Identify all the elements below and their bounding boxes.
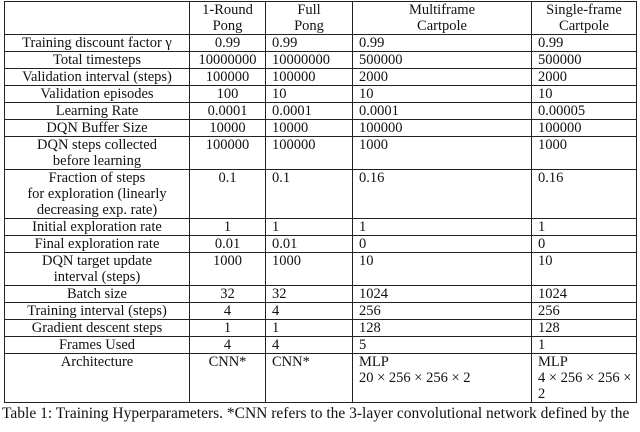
row-label: Validation episodes	[5, 86, 190, 103]
cell-value: 128	[532, 320, 637, 337]
table-row	[5, 120, 637, 137]
cell-value: 1000	[266, 253, 353, 286]
cell-value: 1	[266, 320, 353, 337]
table-caption: Table 1: Training Hyperparameters. *CNN refers to the 3-layer convolutional network defined by the	[2, 405, 630, 422]
cell-value: 32	[190, 286, 266, 303]
cell-value: 256	[532, 303, 637, 320]
cell-value: 1	[190, 320, 266, 337]
table-row	[5, 103, 637, 120]
cell-value: 10000	[266, 120, 353, 137]
cell-value: 10000	[190, 120, 266, 137]
cell-value: 5	[353, 337, 532, 354]
cell-value: 1024	[532, 286, 637, 303]
cell-value: 100000	[190, 69, 266, 86]
cell-value: 2000	[532, 69, 637, 86]
table-row	[5, 219, 637, 236]
table-header-row	[5, 2, 637, 35]
row-label: DQN Buffer Size	[5, 120, 190, 137]
cell-value: 10	[353, 86, 532, 103]
row-label: Fraction of steps for exploration (linearly decreasing exp. rate)	[5, 170, 190, 219]
table-row	[5, 35, 637, 52]
cell-value: 0.0001	[266, 103, 353, 120]
cell-value: 0	[532, 236, 637, 253]
cell-value: 100000	[266, 69, 353, 86]
cell-value: CNN*	[190, 354, 266, 403]
cell-value: 10	[353, 253, 532, 286]
cell-value: 100	[190, 86, 266, 103]
cell-value: 1000	[532, 137, 637, 170]
cell-value: 4	[266, 337, 353, 354]
table-body	[5, 35, 637, 403]
cell-value: CNN*	[266, 354, 353, 403]
row-label: Total timesteps	[5, 52, 190, 69]
table-row	[5, 170, 637, 219]
row-label: Architecture	[5, 354, 190, 403]
cell-value: MLP 4 × 256 × 256 × 2	[532, 354, 637, 403]
cell-value: 100000	[190, 137, 266, 170]
cell-value: 0.99	[266, 35, 353, 52]
cell-value: 4	[266, 303, 353, 320]
row-label: Learning Rate	[5, 103, 190, 120]
table-row	[5, 354, 637, 403]
cell-value: 0.16	[353, 170, 532, 219]
cell-value: 0.01	[190, 236, 266, 253]
cell-value: 1000	[353, 137, 532, 170]
row-label: Training discount factor γ	[5, 35, 190, 52]
cell-value: 1	[353, 219, 532, 236]
cell-value: 500000	[532, 52, 637, 69]
cell-value: 500000	[353, 52, 532, 69]
cell-value: 0.00005	[532, 103, 637, 120]
cell-value: 10	[266, 86, 353, 103]
cell-value: 128	[353, 320, 532, 337]
table-row	[5, 236, 637, 253]
row-label: Validation interval (steps)	[5, 69, 190, 86]
table-row	[5, 303, 637, 320]
column-header	[5, 2, 190, 35]
cell-value: 0.01	[266, 236, 353, 253]
row-label: Batch size	[5, 286, 190, 303]
cell-value: 0.0001	[190, 103, 266, 120]
cell-value: 1	[190, 219, 266, 236]
cell-value: 0.99	[190, 35, 266, 52]
column-header: 1-Round Pong	[190, 2, 266, 35]
cell-value: 0.99	[532, 35, 637, 52]
cell-value: 1000	[190, 253, 266, 286]
cell-value: 1	[532, 337, 637, 354]
cell-value: 10	[532, 253, 637, 286]
cell-value: MLP 20 × 256 × 256 × 2	[353, 354, 532, 403]
cell-value: 1024	[353, 286, 532, 303]
cell-value: 2000	[353, 69, 532, 86]
cell-value: 100000	[532, 120, 637, 137]
cell-value: 256	[353, 303, 532, 320]
row-label: Gradient descent steps	[5, 320, 190, 337]
row-label: Training interval (steps)	[5, 303, 190, 320]
column-header: Full Pong	[266, 2, 353, 35]
cell-value: 32	[266, 286, 353, 303]
cell-value: 0.0001	[353, 103, 532, 120]
cell-value: 1	[266, 219, 353, 236]
cell-value: 10	[532, 86, 637, 103]
cell-value: 10000000	[190, 52, 266, 69]
table-row	[5, 286, 637, 303]
table-row	[5, 320, 637, 337]
row-label: Initial exploration rate	[5, 219, 190, 236]
table-row	[5, 253, 637, 286]
row-label: DQN steps collected before learning	[5, 137, 190, 170]
table-row	[5, 52, 637, 69]
table-row	[5, 69, 637, 86]
cell-value: 0.16	[532, 170, 637, 219]
cell-value: 0.99	[353, 35, 532, 52]
cell-value: 4	[190, 337, 266, 354]
cell-value: 100000	[353, 120, 532, 137]
cell-value: 100000	[266, 137, 353, 170]
cell-value: 1	[532, 219, 637, 236]
row-label: Final exploration rate	[5, 236, 190, 253]
row-label: DQN target update interval (steps)	[5, 253, 190, 286]
cell-value: 0.1	[190, 170, 266, 219]
cell-value: 4	[190, 303, 266, 320]
table-row	[5, 337, 637, 354]
column-header: Single-frame Cartpole	[532, 2, 637, 35]
cell-value: 10000000	[266, 52, 353, 69]
row-label: Frames Used	[5, 337, 190, 354]
cell-value: 0	[353, 236, 532, 253]
hyperparameter-table	[4, 1, 637, 403]
table-row	[5, 86, 637, 103]
column-header: Multiframe Cartpole	[353, 2, 532, 35]
table-row	[5, 137, 637, 170]
cell-value: 0.1	[266, 170, 353, 219]
